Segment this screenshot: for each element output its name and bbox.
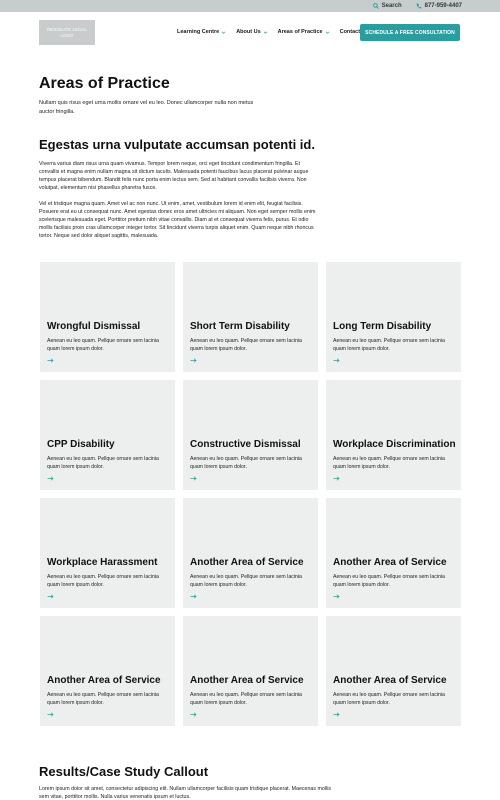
card-description: Aenean eu leo quam. Pellque ornare sem lacinia quam lorem ipsum dolor. xyxy=(333,574,445,588)
card-title: Another Area of Service xyxy=(333,557,447,568)
body-paragraph-1: Viverra varius diam risus urna quam vivamus. Tempor lorem neque, orci eget tincidunt condimentum fringilla. Et convallis et magna enim nullam magna sit dictum iaculis. Malesuada potenti faucibus lacus placerat pulvinar augue tempus placerat bibendum. Blandit felis nunc porta enim lectus sem. Sed at habitant convallis facilisis viverra. Non volutpat, elementum nisi phasellus pharetra fusce. xyxy=(39,161,309,191)
arrow-right-icon[interactable] xyxy=(333,712,340,717)
card-title: Another Area of Service xyxy=(333,675,447,686)
arrow-right-icon[interactable] xyxy=(333,476,340,481)
body-paragraph-2: Vel et tristique magna quam. Amet vel ac non nunc. Ut enim, amet, vestibulum lorem id enim elit, feugiat facilisis. Posuere erat eu ut consequat nunc. Amet egestas donec eros amet ultricies mi aliquam. Non eget semper mollis enim scelerisque malesuada eget. Porttitor pretium nibh vitae convallis. Diam at et consequat viverra felis, purus. Et odio mollis facilisis proin cras ullamcorper integer tortor. Sit tincidunt viverra turpis aliquet enim. Quam neque nibh rhoncus tortor. Neque sed dolor aliquet sagittis, malesuada. xyxy=(39,201,316,239)
card-description: Aenean eu leo quam. Pellque ornare sem lacinia quam lorem ipsum dolor. xyxy=(47,692,159,706)
card-title: Another Area of Service xyxy=(47,675,161,686)
practice-area-grid xyxy=(40,262,461,728)
nav-item-areas-of-practice[interactable] xyxy=(278,29,330,35)
chevron-down-icon xyxy=(325,30,330,35)
card-title: Constructive Dismissal xyxy=(190,439,301,450)
practice-card[interactable] xyxy=(40,616,175,726)
phone-number: 877-959-4407 xyxy=(424,3,462,9)
nav-item-learning-centre[interactable] xyxy=(177,29,226,35)
practice-card[interactable] xyxy=(40,498,175,608)
card-description: Aenean eu leo quam. Pellque ornare sem lacinia quam lorem ipsum dolor. xyxy=(333,338,445,352)
card-description: Aenean eu leo quam. Pellque ornare sem lacinia quam lorem ipsum dolor. xyxy=(190,574,302,588)
card-description: Aenean eu leo quam. Pellque ornare sem lacinia quam lorem ipsum dolor. xyxy=(190,338,302,352)
schedule-consultation-button[interactable] xyxy=(360,24,460,41)
search-icon xyxy=(373,3,379,9)
logo-text: RESOLUTE LEGAL LOGO xyxy=(46,26,87,38)
card-description: Aenean eu leo quam. Pellque ornare sem lacinia quam lorem ipsum dolor. xyxy=(333,692,445,706)
nav-label: Areas of Practice xyxy=(277,29,323,35)
card-title: Workplace Harassment xyxy=(47,557,158,568)
results-text: Lorem ipsum dolor sit amet, consectetur adipiscing elit. Nullam ullamcorper facilisis quam tristique placerat. Maecenas mollis sem vitae, porttitor mollis. Nulla varius venenatis ipsum et luctus. xyxy=(39,786,332,800)
arrow-right-icon[interactable] xyxy=(190,476,197,481)
nav-label: Contact xyxy=(339,29,361,35)
card-description: Aenean eu leo quam. Pellque ornare sem lacinia quam lorem ipsum dolor. xyxy=(333,456,445,470)
card-title: Another Area of Service xyxy=(190,557,304,568)
card-title: Workplace Discrimination xyxy=(333,439,456,450)
card-description: Aenean eu leo quam. Pellque ornare sem lacinia quam lorem ipsum dolor. xyxy=(47,338,159,352)
section-heading: Egestas urna vulputate accumsan potenti id. xyxy=(39,137,315,152)
search-link[interactable] xyxy=(373,3,402,9)
nav-label: About Us xyxy=(236,29,261,35)
site-logo[interactable] xyxy=(39,20,95,45)
card-description: Aenean eu leo quam. Pellque ornare sem lacinia quam lorem ipsum dolor. xyxy=(47,456,159,470)
page-title: Areas of Practice xyxy=(39,75,170,92)
search-label: Search xyxy=(381,3,402,9)
card-description: Aenean eu leo quam. Pellque ornare sem lacinia quam lorem ipsum dolor. xyxy=(47,574,159,588)
practice-card[interactable] xyxy=(40,262,175,372)
arrow-right-icon[interactable] xyxy=(47,712,54,717)
practice-card[interactable] xyxy=(183,262,318,372)
arrow-right-icon[interactable] xyxy=(333,594,340,599)
card-title: Long Term Disability xyxy=(333,321,432,332)
arrow-right-icon[interactable] xyxy=(47,358,54,363)
site-header xyxy=(0,12,500,52)
practice-card[interactable] xyxy=(183,616,318,726)
card-title: Short Term Disability xyxy=(190,321,290,332)
practice-card[interactable] xyxy=(183,380,318,490)
card-description: Aenean eu leo quam. Pellque ornare sem lacinia quam lorem ipsum dolor. xyxy=(190,456,302,470)
chevron-down-icon xyxy=(221,30,226,35)
cta-label: SCHEDULE A FREE CONSULTATION xyxy=(365,29,455,36)
card-title: CPP Disability xyxy=(47,439,115,450)
intro-text: Nullam quis risus eget urna mollis ornare vel eu leo. Donec ullamcorper nulla non metus auctor fringilla. xyxy=(39,100,254,115)
arrow-right-icon[interactable] xyxy=(333,358,340,363)
arrow-right-icon[interactable] xyxy=(190,594,197,599)
card-title: Another Area of Service xyxy=(190,675,304,686)
phone-icon xyxy=(416,3,422,9)
practice-card[interactable] xyxy=(40,380,175,490)
nav-item-contact[interactable] xyxy=(340,29,360,35)
arrow-right-icon[interactable] xyxy=(190,358,197,363)
utility-bar xyxy=(0,0,500,12)
practice-card[interactable] xyxy=(326,616,461,726)
practice-card[interactable] xyxy=(326,380,461,490)
card-description: Aenean eu leo quam. Pellque ornare sem lacinia quam lorem ipsum dolor. xyxy=(190,692,302,706)
arrow-right-icon[interactable] xyxy=(47,476,54,481)
main-nav xyxy=(177,29,360,35)
phone-link[interactable] xyxy=(416,3,462,9)
card-title: Wrongful Dismissal xyxy=(47,321,141,332)
results-heading: Results/Case Study Callout xyxy=(39,764,209,779)
practice-card[interactable] xyxy=(326,262,461,372)
nav-item-about-us[interactable] xyxy=(236,29,267,35)
chevron-down-icon xyxy=(263,30,268,35)
practice-card[interactable] xyxy=(326,498,461,608)
practice-card[interactable] xyxy=(183,498,318,608)
arrow-right-icon[interactable] xyxy=(47,594,54,599)
nav-label: Learning Centre xyxy=(177,29,220,35)
arrow-right-icon[interactable] xyxy=(190,712,197,717)
